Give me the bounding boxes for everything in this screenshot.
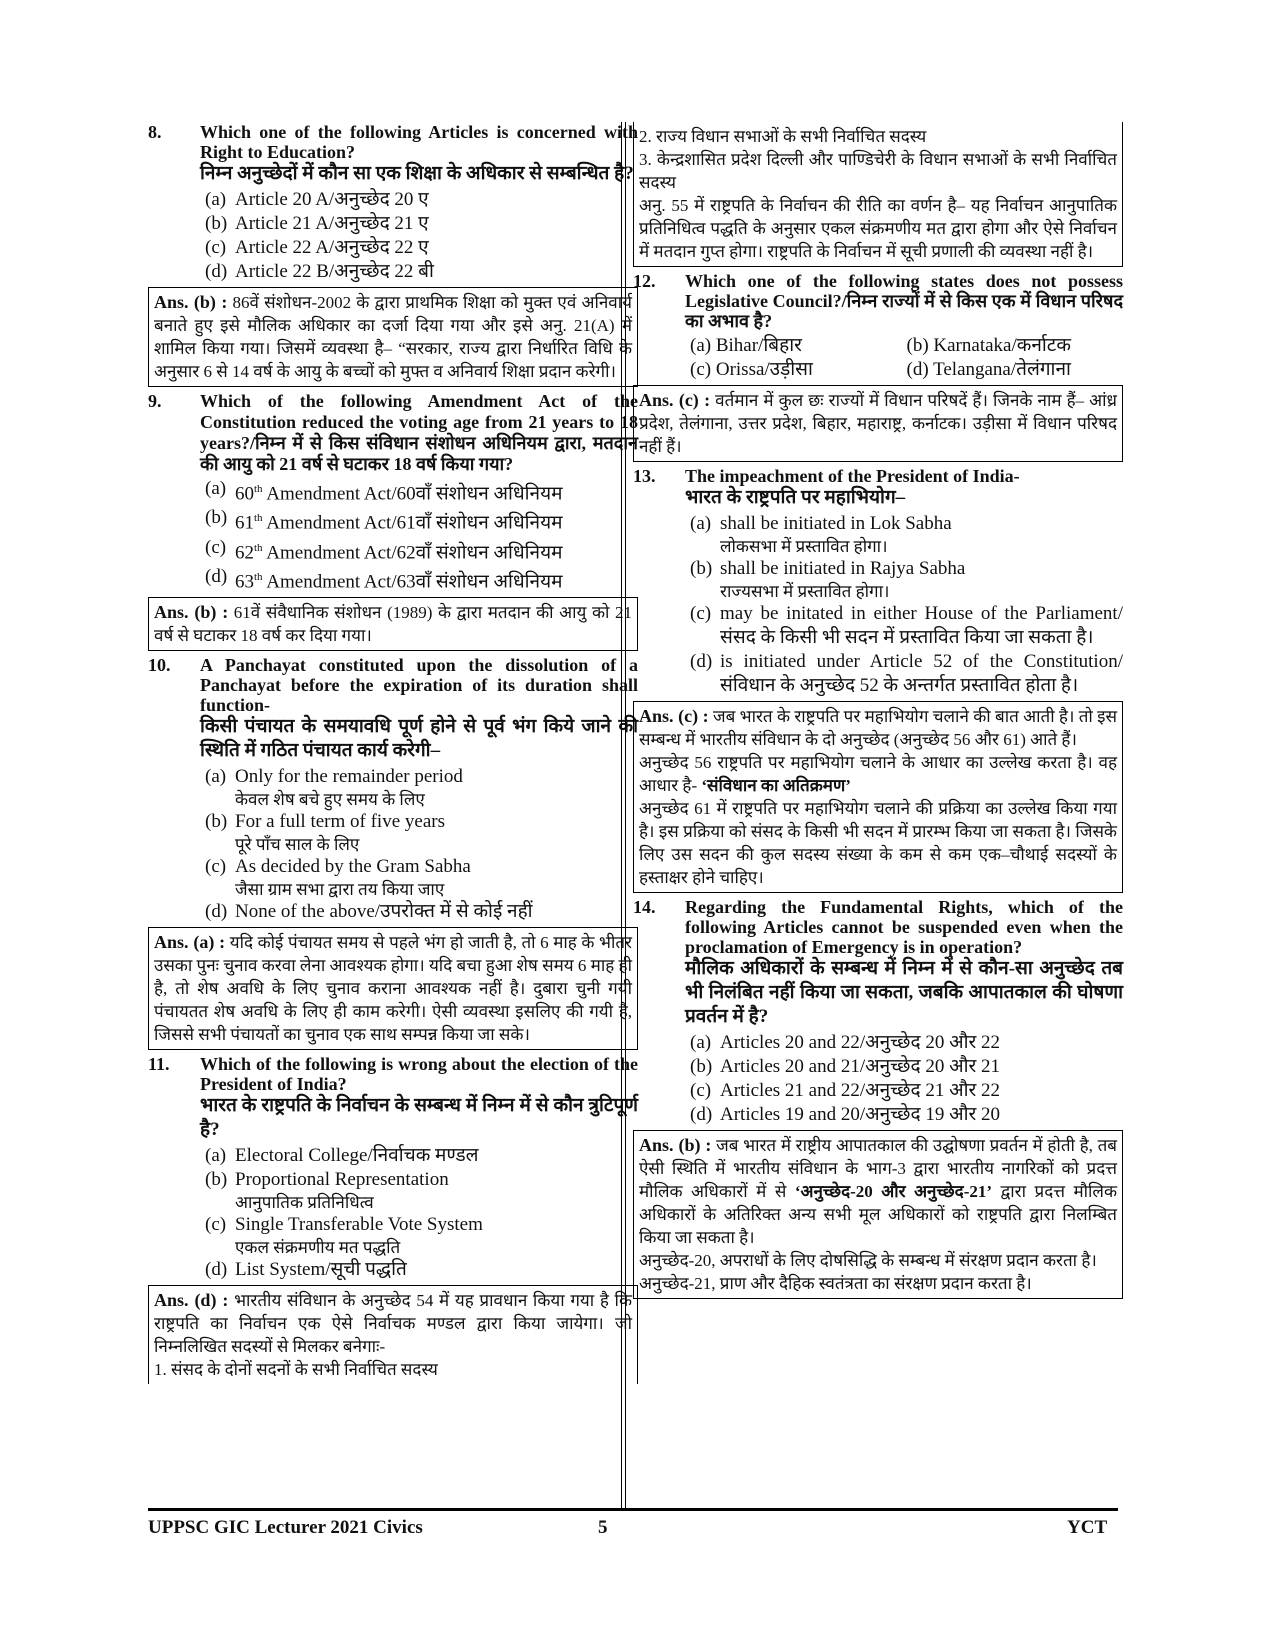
question-text-en: The impeachment of the President of India- [685, 466, 1020, 486]
footer-title: UPPSC GIC Lecturer 2021 Civics [148, 1517, 423, 1538]
answer-box [148, 927, 638, 1050]
question-text-hi: किसी पंचायत के समयावधि पूर्ण होने से पूर्व भंग किये जाने की स्थिति में गठित पंचायत कार्य करेगी– [200, 716, 638, 762]
question-number: 13. [633, 466, 656, 486]
option-a: (a) 60th Amendment Act/60वाँ संशोधन अधिनियम [205, 478, 563, 505]
options [205, 188, 638, 284]
option-a: (a) Electoral College/निर्वाचक मण्डल [205, 1145, 479, 1167]
answer-label: Ans. (c) : [639, 706, 709, 726]
page-number: 5 [598, 1517, 608, 1538]
question-11 [148, 1054, 638, 1384]
question-text-en: A Panchayat constituted upon the dissolution of a Panchayat before the expiration of its duration shall function- [200, 655, 638, 716]
answer-label: Ans. (c) : [639, 390, 711, 410]
option-b: (b) Article 21 A/अनुच्छेद 21 ए [205, 213, 429, 234]
question-14 [633, 897, 1123, 1299]
question-12 [633, 271, 1123, 462]
options [690, 512, 1123, 698]
option-d: (d) Telangana/तेलंगाना [906, 359, 1071, 380]
option-c: (c) Orissa/उड़ीसा [690, 359, 813, 380]
question-10 [148, 655, 638, 1050]
answer-text: जब भारत में राष्ट्रीय आपातकाल की उद्घोषणा प्रवर्तन में होती है, तब ऐसी स्थिति में भारतीय संविधान के भाग-3 द्वारा भारतीय नागरिकों को प्रदत्त मौलिक अधिकारों में से [639, 1136, 1117, 1201]
answer-paragraph-3: अनुच्छेद-21, प्राण और दैहिक स्वतंत्रता का संरक्षण प्रदान करता है। [639, 1274, 1032, 1293]
option-c: (c) Articles 21 and 22/अनुच्छेद 21 और 22 [690, 1080, 1001, 1101]
question-text-en: Regarding the Fundamental Rights, which of the following Articles cannot be suspended even when the proclamation of Emergency is in operation? [685, 897, 1123, 957]
answer-box [148, 1285, 638, 1384]
option-d: (d) Articles 19 and 20/अनुच्छेद 19 और 20 [690, 1104, 1001, 1125]
answer-emphasis: ‘अनुच्छेद-20 और अनुच्छेद-21’ [794, 1182, 993, 1201]
answer-text: 86वें संशोधन-2002 के द्वारा प्राथमिक शिक्षा को मुक्त एवं अनिवार्य बनाते हुए इसे मौलिक अधिकार का दर्जा दिया गया और इसे अनु. 21(A) में शामिल किया गया। जिसमें व्यवस्था है– “सरकार, राज्य द्वारा निर्धारित विधि के अनुसार 6 से 14 वर्ष के आयु के बच्चों को मुफ्त व अनिवार्य शिक्षा प्रदान करेगी। [154, 293, 632, 381]
question-text: Which one of the following states does not possess Legislative Council?/निम्न राज्यों में से किस एक में विधान परिषद का अभाव है? [685, 271, 1123, 331]
question-number: 12. [633, 271, 656, 291]
option-d: (d) is initiated under Article 52 of the Constitution/संविधान के अनुच्छेद 52 के अन्तर्गत प्रस्तावित होता है। [690, 651, 1123, 696]
option-d: (d) 63th Amendment Act/63वाँ संशोधन अधिनियम [205, 565, 563, 593]
answer-line-1: 1. संसद के दोनों सदनों के सभी निर्वाचित सदस्य [154, 1360, 438, 1380]
answer-box-continued [633, 122, 1123, 267]
answer-label: Ans. (b) : [639, 1135, 712, 1155]
column-divider [621, 122, 626, 1508]
answer-box [148, 287, 638, 387]
option-d: (d) None of the above/उपरोक्त में से कोई नहीं [205, 901, 533, 923]
answer-line-2: 2. राज्य विधान सभाओं के सभी निर्वाचित सदस्य [639, 127, 927, 146]
option-a: (a) Article 20 A/अनुच्छेद 20 ए [205, 189, 429, 210]
question-number: 14. [633, 897, 656, 917]
left-column [148, 122, 638, 1384]
question-text-en: Which one of the following Articles is concerned with Right to Education? [200, 122, 638, 162]
answer-box [633, 701, 1123, 893]
answer-label: Ans. (a) : [154, 932, 226, 953]
answer-paragraph-3: अनुच्छेद 61 में राष्ट्रपति पर महाभियोग चलाने की प्रक्रिया का उल्लेख किया गया है। इस प्रक्रिया को संसद के किसी भी सदन में प्रारम्भ किया जा सकता है। जिसके लिए उस सदन की कुल सदस्य संख्या के कम से कम एक–चौथाई सदस्यों के हस्ताक्षर होने चाहिए। [639, 799, 1117, 887]
option-c: (c) Article 22 A/अनुच्छेद 22 ए [205, 237, 429, 258]
answer-label: Ans. (b) : [154, 292, 228, 312]
answer-text: जब भारत के राष्ट्रपति पर महाभियोग चलाने की बात आती है। तो इस सम्बन्ध में भारतीय संविधान के दो अनुच्छेद (अनुच्छेद 56 और 61) आते हैं। [639, 707, 1117, 749]
right-column [633, 122, 1123, 1299]
option-b: (b) For a full term of five years पूरे पाँच साल के लिए [205, 811, 445, 855]
option-a: (a) Bihar/बिहार [690, 335, 802, 356]
options [205, 1144, 638, 1282]
option-d: (d) List System/सूची पद्धति [205, 1259, 407, 1281]
option-b: (b) Proportional Representation आनुपातिक प्रतिनिधित्व [205, 1169, 449, 1213]
option-b: (b) Karnataka/कर्नाटक [906, 335, 1071, 356]
option-c: (c) may be initated in either House of the Parliament/संसद के किसी भी सदन में प्रस्तावित किया जा सकता है। [690, 603, 1123, 648]
options [690, 1031, 1123, 1127]
answer-paragraph-2: अनुच्छेद-20, अपराधों के लिए दोषसिद्धि के सम्बन्ध में संरक्षण प्रदान करता है। [639, 1251, 1097, 1270]
option-c: (c) As decided by the Gram Sabha जैसा ग्राम सभा द्वारा तय किया जाए [205, 856, 471, 900]
option-c: (c) Single Transferable Vote System एकल संक्रमणीय मत पद्धति [205, 1214, 483, 1258]
answer-text: वर्तमान में कुल छः राज्यों में विधान परिषदें हैं। जिनके नाम हैं– आंध्र प्रदेश, तेलंगाना, उत्तर प्रदेश, बिहार, महाराष्ट्र, कर्नाटक। उड़ीसा में विधान परिषद नहीं हैं। [639, 391, 1117, 456]
option-b: (b) shall be initiated in Rajya Sabha राज्यसभा में प्रस्तावित होगा। [690, 558, 966, 601]
option-a: (a) shall be initiated in Lok Sabha लोकसभा में प्रस्तावित होगा। [690, 513, 952, 556]
answer-label: Ans. (b) : [154, 602, 229, 623]
question-number: 8. [148, 122, 162, 142]
answer-box [633, 385, 1123, 462]
option-b: (b) 61th Amendment Act/61वाँ संशोधन अधिनियम [205, 507, 563, 534]
answer-line-3: 3. केन्द्रशासित प्रदेश दिल्ली और पाण्डिचेरी के विधान सभाओं के सभी निर्वाचित सदस्य [639, 150, 1117, 192]
question-number: 9. [148, 391, 162, 411]
options [690, 334, 1123, 382]
question-text-hi: निम्न अनुच्छेदों में कौन सा एक शिक्षा के अधिकार से सम्बन्धित है? [200, 163, 634, 184]
option-a: (a) Articles 20 and 22/अनुच्छेद 20 और 22 [690, 1032, 1001, 1053]
publisher-name: YCT [1067, 1517, 1108, 1538]
question-text-en: Which of the following is wrong about the election of the President of India? [200, 1054, 638, 1095]
answer-text-cont: द्वारा प्रदत्त मौलिक अधिकारों के अतिरिक्त अन्य सभी मूल अधिकारों को राष्ट्रपति द्वारा निलम्बित किया जा सकता है। [639, 1182, 1117, 1247]
answer-emphasis: ‘संविधान का अतिक्रमण’ [701, 776, 851, 795]
option-b: (b) Articles 20 and 21/अनुच्छेद 20 और 21 [690, 1056, 1001, 1077]
question-number: 11. [148, 1054, 170, 1075]
answer-text: भारतीय संविधान के अनुच्छेद 54 में यह प्रावधान किया गया है कि राष्ट्रपति का निर्वाचन एक ऐसे निर्वाचक मण्डल द्वारा किया जायेगा। जो निम्नलिखित सदस्यों से मिलकर बनेगाः- [154, 1291, 633, 1357]
question-text: Which of the following Amendment Act of the Constitution reduced the voting age from 21 years to 18 years?/निम्न में से किस संविधान संशोधन अधिनियम द्वारा, मतदान की आयु को 21 वर्ष से घटाकर 18 वर्ष किया गया? [200, 391, 638, 474]
question-number: 10. [148, 655, 171, 676]
option-c: (c) 62th Amendment Act/62वाँ संशोधन अधिनियम [205, 536, 563, 563]
answer-box [633, 1130, 1123, 1299]
answer-paragraph-2: अनुच्छेद 56 राष्ट्रपति पर महाभियोग चलाने के आधार का उल्लेख करता है। वह आधार है- [639, 753, 1117, 795]
options [205, 477, 638, 594]
option-d: (d) Article 22 B/अनुच्छेद 22 बी [205, 261, 434, 282]
question-13 [633, 466, 1123, 893]
question-text-hi: भारत के राष्ट्रपति पर महाभियोग– [685, 487, 906, 508]
question-8 [148, 122, 638, 387]
question-text-hi: भारत के राष्ट्रपति के निर्वाचन के सम्बन्ध में निम्न में से कौन त्रुटिपूर्ण है? [200, 1095, 638, 1141]
options [205, 765, 638, 924]
answer-box [148, 597, 638, 651]
answer-paragraph: अनु. 55 में राष्ट्रपति के निर्वाचन की रीति का वर्णन है– यह निर्वाचन आनुपातिक प्रतिनिधित्व पद्धति के अनुसार एकल संक्रमणीय मत द्वारा होगा और ऐसे निर्वाचन में मतदान गुप्त होगा। राष्ट्रपति के निर्वाचन में सूची प्रणाली की व्यवस्था नहीं है। [639, 196, 1117, 261]
answer-text: यदि कोई पंचायत समय से पहले भंग हो जाती है, तो 6 माह के भीतर उसका पुनः चुनाव करवा लेना आवश्यक होगा। यदि बचा हुआ शेष समय 6 माह ही है, तो शेष अवधि के लिए चुनाव कराना आवश्यक नहीं है। दुबारा चुनी गयी पंचायतत शेष अवधि के लिए ही काम करेगी। ऐसी व्यवस्था इसलिए की गयी है, जिससे सभी पंचायतों का चुनाव एक साथ सम्पन्न किया जा सके। [154, 933, 632, 1045]
question-text-hi: मौलिक अधिकारों के सम्बन्ध में निम्न में से कौन-सा अनुच्छेद तब भी निलंबित नहीं किया जा सकता, जबकि आपातकाल की घोषणा प्रवर्तन में है? [685, 958, 1123, 1027]
answer-text: 61वें संवैधानिक संशोधन (1989) के द्वारा मतदान की आयु को 21 वर्ष से घटाकर 18 वर्ष कर दिया गया। [154, 603, 632, 646]
option-a: (a) Only for the remainder period केवल शेष बचे हुए समय के लिए [205, 766, 463, 810]
question-9 [148, 391, 638, 651]
footer-rule [148, 1508, 1118, 1511]
answer-label: Ans. (d) : [154, 1290, 229, 1311]
